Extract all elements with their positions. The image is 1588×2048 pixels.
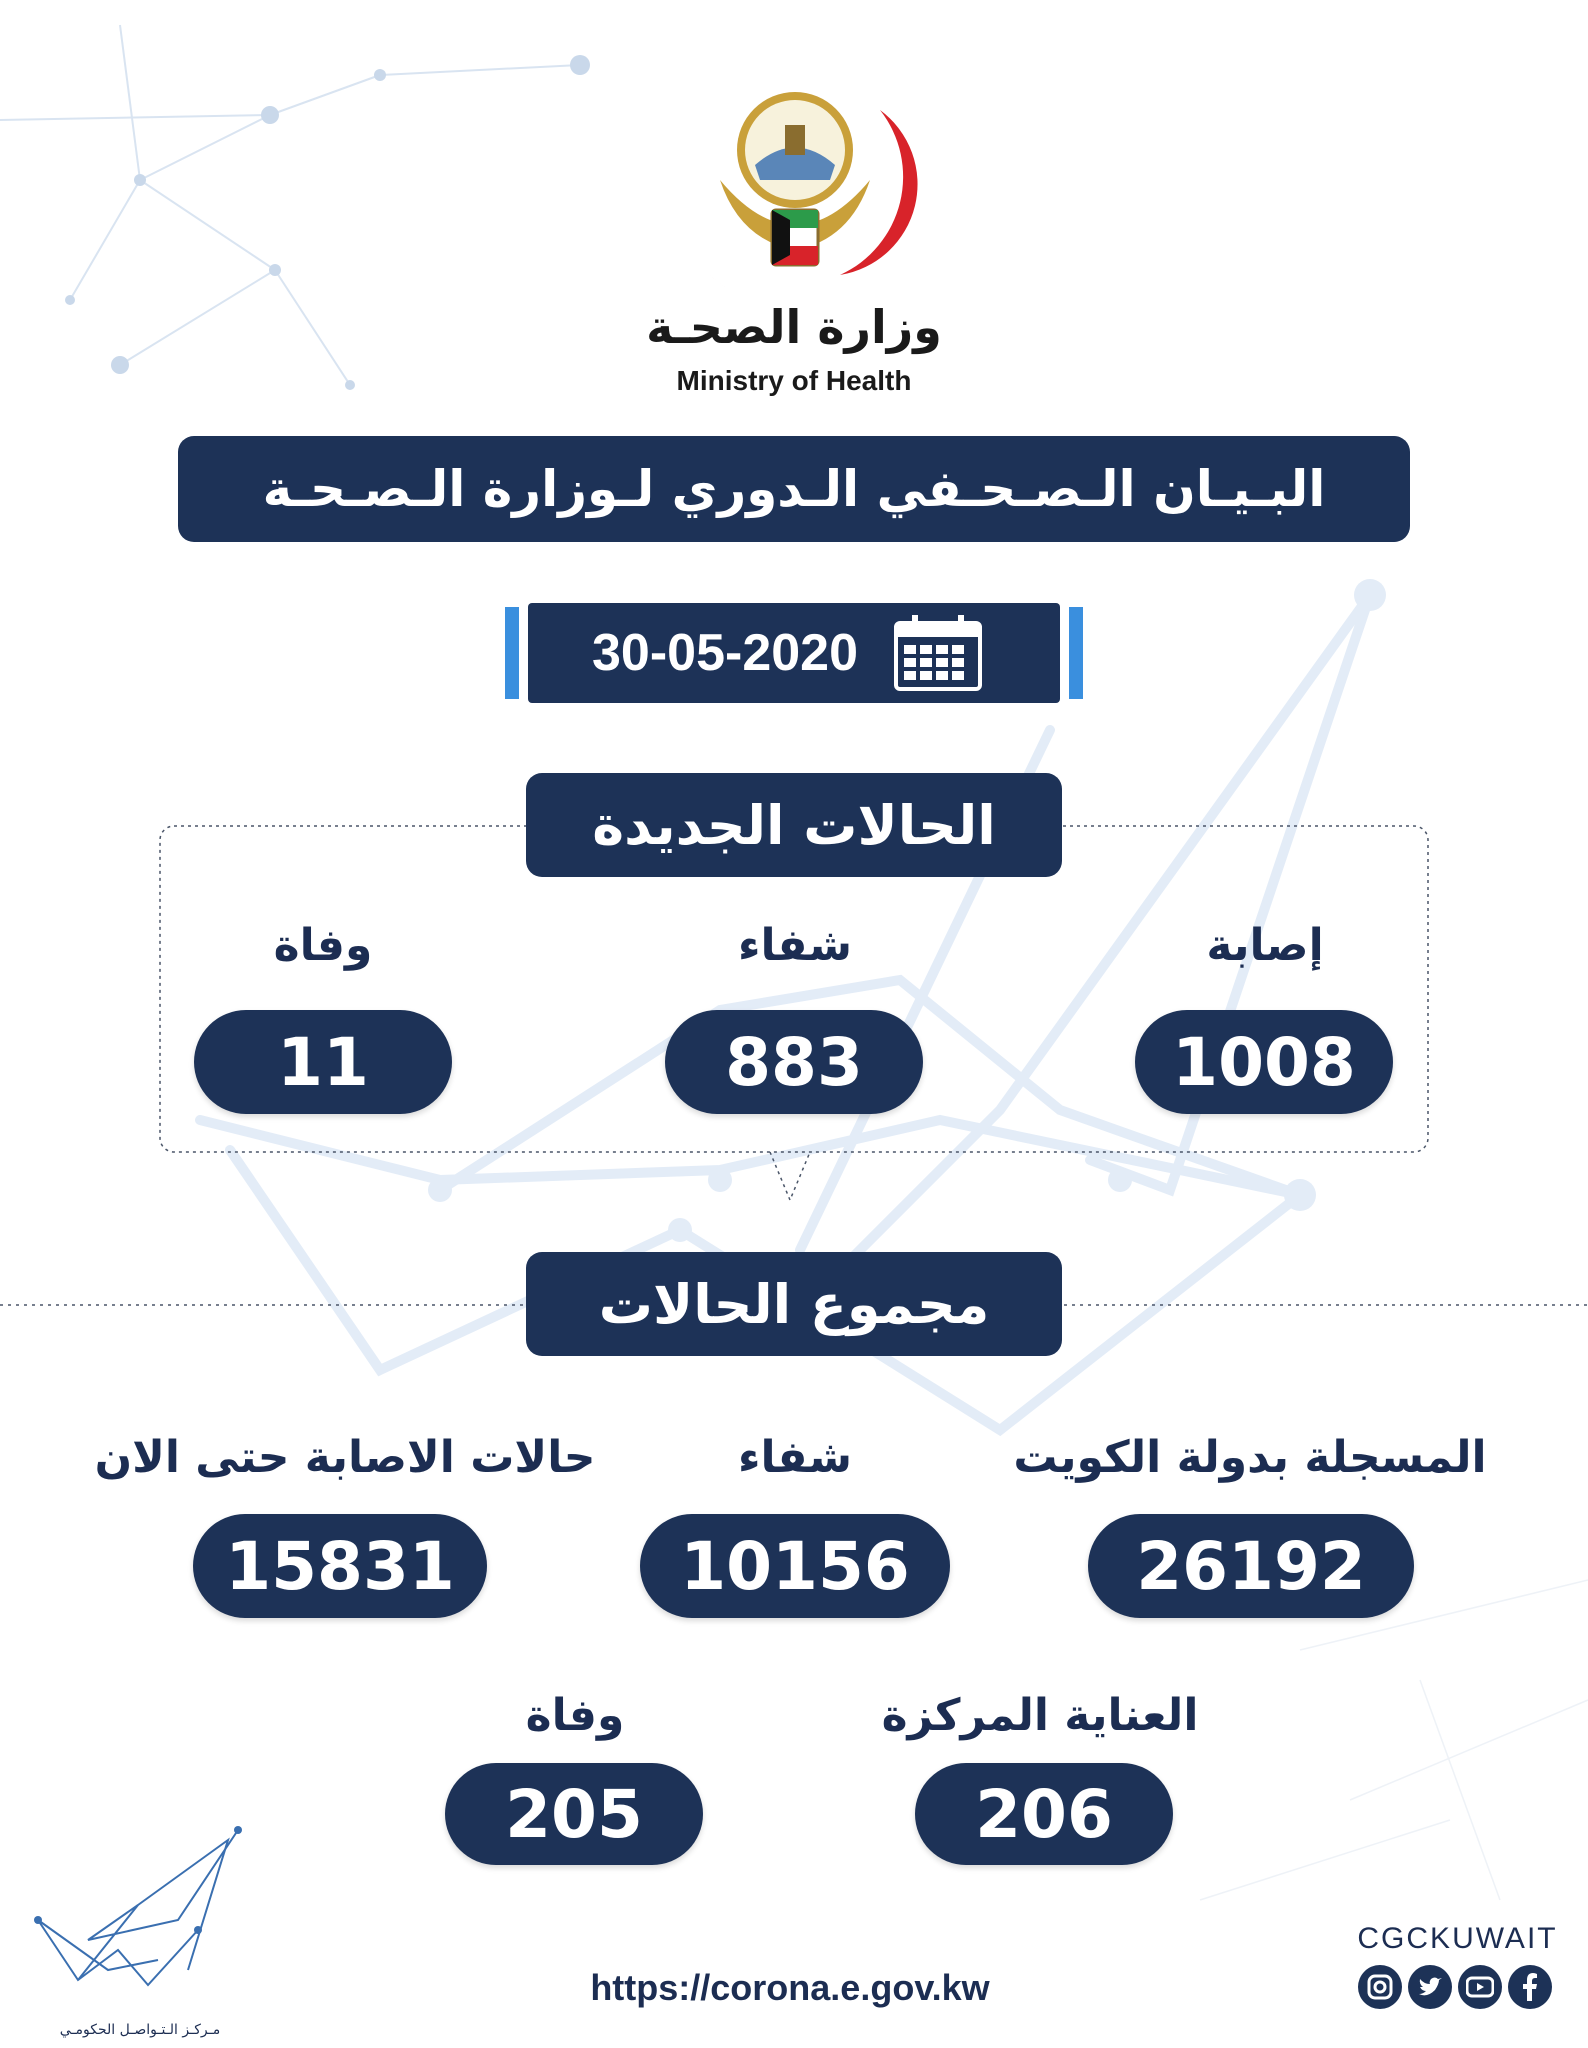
new-cases-infections-value: 1008	[1135, 1010, 1393, 1114]
totals-icu-value: 206	[915, 1763, 1173, 1865]
ministry-name-english: Ministry of Health	[676, 365, 912, 396]
report-date: 30-05-2020	[592, 624, 858, 682]
page-title-banner	[178, 436, 1410, 542]
totals-icu-label: العناية المركزة	[881, 1690, 1199, 1741]
ministry-emblem	[660, 70, 930, 300]
calendar-icon	[894, 615, 982, 691]
new-cases-infections-label: إصابة	[1206, 920, 1324, 971]
youtube-icon[interactable]	[1458, 1965, 1502, 2009]
new-cases-title: الحالات الجديدة	[592, 793, 996, 857]
totals-recovered-label: شفاء	[738, 1432, 852, 1483]
totals-deaths-label: وفاة	[525, 1690, 625, 1741]
new-cases-title-banner	[526, 773, 1062, 877]
date-banner-accent-right	[1069, 607, 1083, 699]
new-cases-deaths-value: 11	[194, 1010, 452, 1114]
instagram-icon[interactable]	[1358, 1965, 1402, 2009]
totals-active-label: حالات الاصابة حتى الان	[94, 1432, 596, 1483]
totals-recovered-value: 10156	[640, 1514, 950, 1618]
new-cases-deaths-label: وفاة	[273, 920, 373, 971]
ministry-name-arabic: وزارة الصحـة	[646, 300, 942, 354]
facebook-icon[interactable]	[1508, 1965, 1552, 2009]
new-cases-recovered-value: 883	[665, 1010, 923, 1114]
date-banner	[528, 603, 1060, 703]
new-cases-recovered-label: شفاء	[738, 920, 852, 971]
totals-active-value: 15831	[193, 1514, 487, 1618]
cgc-logo	[28, 1820, 248, 2020]
cgc-logo-text: مـركـز الـتـواصـل الحكومـي	[59, 2022, 221, 2038]
totals-title: مجموع الحالات	[598, 1272, 990, 1336]
totals-title-banner	[526, 1252, 1062, 1356]
totals-registered-label: المسجلة بدولة الكويت	[1013, 1432, 1487, 1483]
totals-deaths-value: 205	[445, 1763, 703, 1865]
website-link[interactable]: https://corona.e.gov.kw	[590, 1967, 990, 2008]
twitter-icon[interactable]	[1408, 1965, 1452, 2009]
page-title: البـيـان الـصـحـفي الـدوري لـوزارة الـصـحـة	[262, 460, 1326, 518]
date-banner-accent-left	[505, 607, 519, 699]
totals-registered-value: 26192	[1088, 1514, 1414, 1618]
social-handle: CGCKUWAIT	[1357, 1922, 1558, 1955]
